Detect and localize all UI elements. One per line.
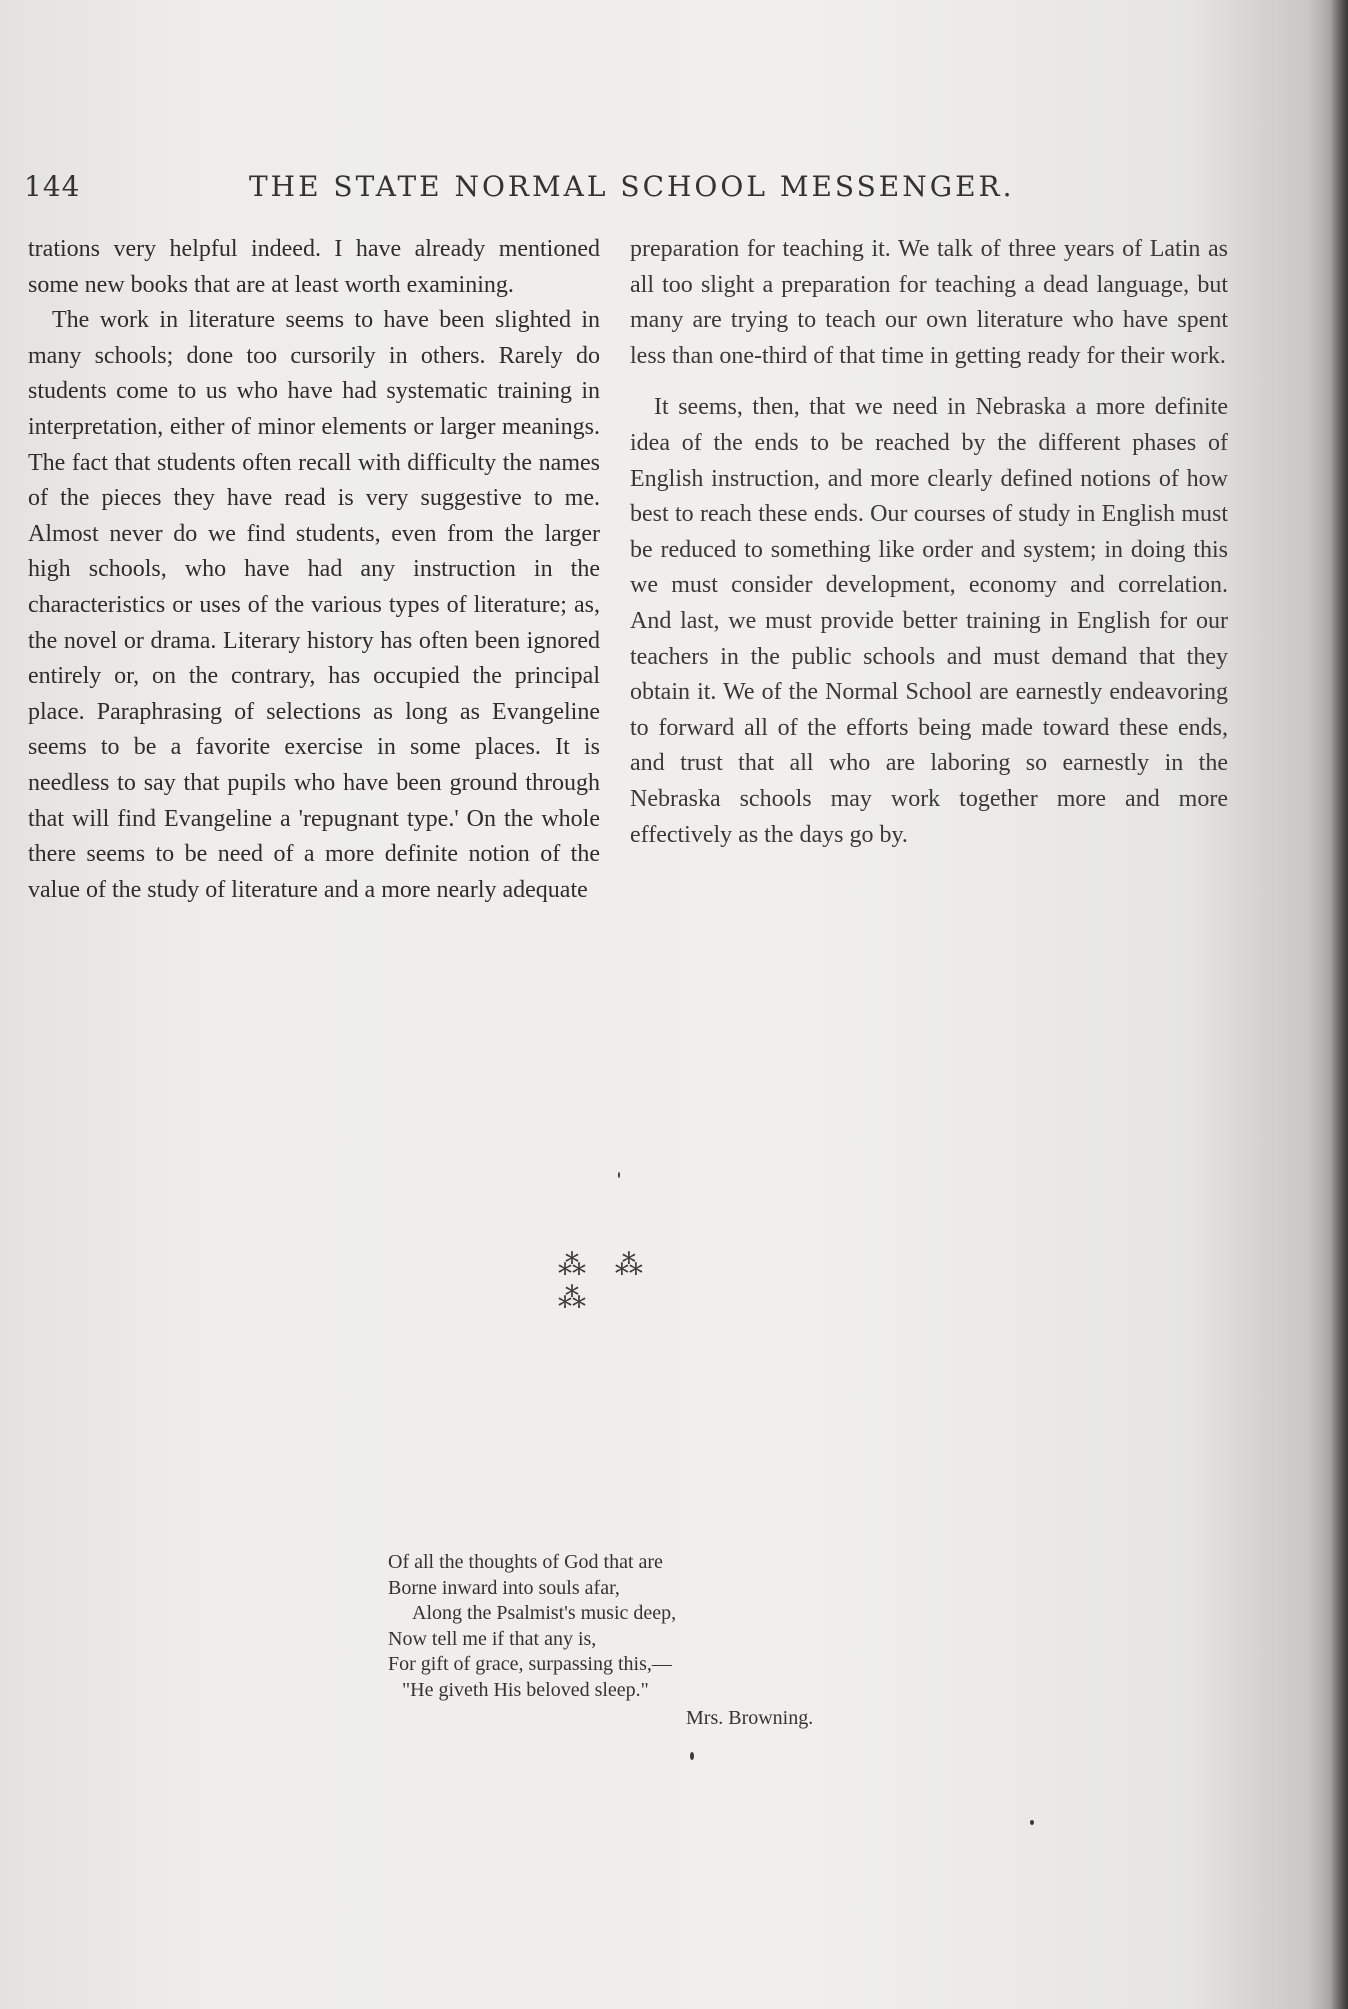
poem-line: "He giveth His beloved sleep." [402, 1678, 649, 1701]
page-header [24, 170, 1024, 210]
poem-line: Now tell me if that any is, [388, 1627, 597, 1650]
right-column [630, 232, 1228, 853]
left-paragraph-1: trations very helpful indeed. I have already mentioned some new books that are at least worth examining. [28, 236, 600, 298]
right-paragraph-2: It seems, then, that we need in Nebraska a more definite idea of the ends to be reached by the different phases of English instruction, and more clearly defined notions of how best to reach these ends. Our courses of study in English must be reduced to something like order and system; in doing this we must consider development, economy and correlation. And last, we must provide better training in English for our teachers in the public schools and must demand that they obtain it. We of the Normal School are earnestly endeavoring to forward all of the efforts being made toward these ends, and trust that all who are laboring so earnestly in the Nebraska schools may work together more and more effectively as the days go by. [630, 394, 1228, 848]
poem-line: Along the Psalmist's music deep, [412, 1602, 677, 1624]
left-paragraph-2: The work in literature seems to have been slighted in many schools; done too cursorily in others. Rarely do students come to us who have had systematic training in interpretation, either of minor elements or larger meanings. The fact that students often recall with difficulty the names of the pieces they have read is very suggestive to me. Almost never do we find students, even from the larger high schools, who have had any instruction in the characteristics or uses of the various types of literature; as, the novel or drama. Literary history has often been ignored entirely or, on the contrary, has occupied the principal place. Paraphrasing of selections as long as Evangeline seems to be a favorite exercise in some places. It is needless to say that pupils who have been ground through that will find Evangeline a 'repugnant type.' On the whole there seems to be need of a more definite notion of the value of the study of literature and a more nearly adequate [28, 307, 600, 903]
print-speck [1030, 1820, 1034, 1825]
page-edge-shadow [1330, 0, 1348, 2009]
print-speck [618, 1172, 620, 1178]
poem-line: For gift of grace, surpassing this,— [388, 1653, 672, 1675]
page-number: 144 [24, 170, 81, 203]
journal-title: THE STATE NORMAL SCHOOL MESSENGER. [249, 170, 1015, 203]
poem-line: Of all the thoughts of God that are [388, 1551, 663, 1573]
left-column [28, 232, 600, 908]
section-divider-ornament: ⁂ ⁂ ⁂ [558, 1248, 653, 1314]
poem-attribution: Mrs. Browning. [686, 1707, 814, 1729]
poem-line: Borne inward into souls afar, [388, 1576, 620, 1599]
print-speck [690, 1752, 694, 1760]
poem-block [388, 1550, 908, 1732]
right-paragraph-1: preparation for teaching it. We talk of three years of Latin as all too slight a preparation for teaching a dead language, but many are trying to teach our own literature who have spent less than one-third of that time in getting ready for their work. [630, 236, 1228, 369]
